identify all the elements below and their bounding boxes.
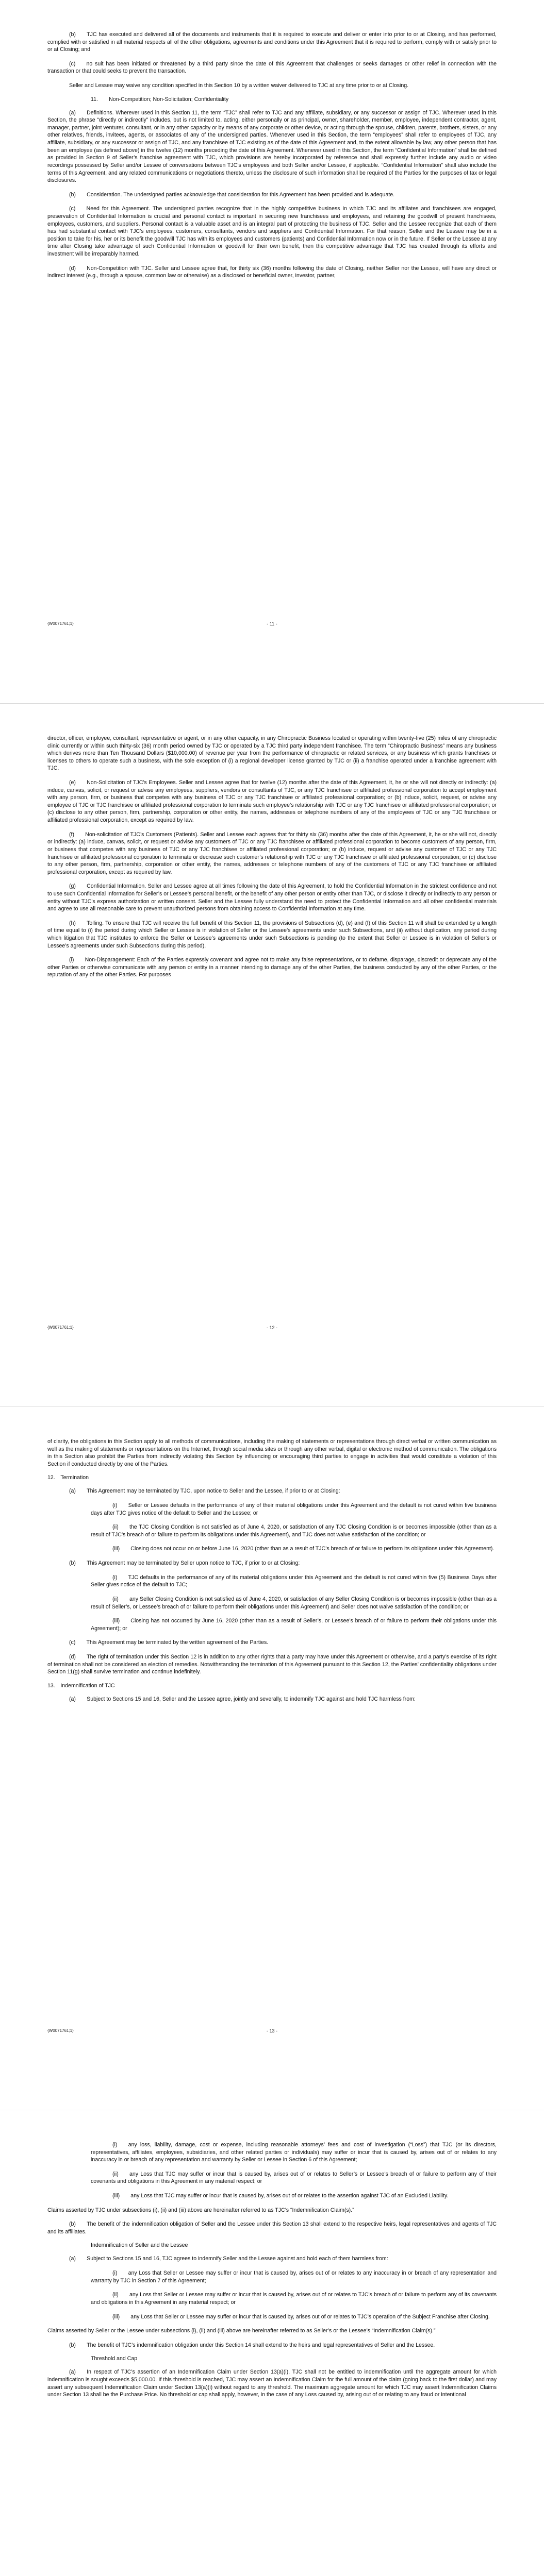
paragraph: (a) Definitions. Wherever used in this Section 11, the term “TJC” shall refer to TJC and any affiliate, subsidiary, or any successor or assign of TJC. Wherever used in this Section, the phrase “directly or indirectly” includes, but is not limited to, acting, either personally or as principal, owner, shareholder, member, employee, independent contractor, agent, manager, partner, joint venturer, consultant, or in any other capacity or by means of any corporate or other device, or acting through the spouse, children, parents, brothers, sisters, or any other relatives, friends, invitees, agents, or associates of any of the undersigned parties. Whenever used in this Section, the term “employees” shall refer to employees of TJC, any affiliate, subsidiary, or any successor or assign of TJC, and any franchisee of TJC existing as of the date of this Agreement and, to the extent allowable by law, any other person that has been an employee (as defined above) in the twelve (12) months preceding the date of this Agreement. Whenever used in this Section, the term “Confidential Information” shall be defined as provided in Section 9 of Seller’s franchise agreement with TJC, which provisions are hereby incorporated by reference and shall expressly further include any audio or video recordings possessed by Seller and/or Lessee of conversations between TJC’s employees and both Seller and/or Lessee, if applicable. “Confidential Information” shall also include the terms of this Agreement, and any related communications or negotiations thereto, unless the disclosure of such information shall be required of the Parties for the purposes of tax or legal disclosures. [47, 109, 497, 184]
paragraph: (ii) the TJC Closing Condition is not satisfied as of June 4, 2020, or satisfaction of any TJC Closing Condition is or becomes impossible (other than as a result of TJC’s breach of or failure to perform its obligations under this Agreement), and TJC does not waive satisfaction of the condition; or [91, 1524, 497, 1538]
page-number: - 12 - [266, 1325, 277, 1330]
document-id-footer: {W0071761;1} [47, 621, 74, 626]
paragraph: (e) Non-Solicitation of TJC’s Employees. Seller and Lessee agree that for twelve (12) months after the date of this Agreement, it, he or she will not directly or indirectly: (a) induce, canvas, solicit, or request or advise any employees, suppliers, vendors or consultants of TJC, or any TJC franchisee or affiliated professional corporation to accept employment with any person, firm, or business that competes with any business of TJC or any TJC franchisee or affiliated professional corporation; or (b) induce, solicit, request, or advise any employee of TJC or TJC franchisee or affiliated professional corporation to terminate such employee’s relationship with TJC or any TJC franchisee or affiliated professional corporation; or (c) disclose to any other person, firm, partnership, corporation or other entity, the names, addresses or telephone numbers of any of the employees of TJC or any TJC franchisee or affiliated professional corporation, except as required by law. [47, 779, 497, 824]
document-id-footer: {W0071761;1} [47, 1325, 74, 1330]
paragraph: (iii) Closing does not occur on or before June 16, 2020 (other than as a result of TJC’s breach of or failure to perform its obligations under this Agreement). [112, 1546, 494, 1552]
paragraph: (i) any loss, liability, damage, cost or expense, including reasonable attorneys’ fees and cost of investigation (“Loss”) that TJC (or its directors, representatives, affiliates, employees, subsidiaries, and other related parties or individuals) may suffer or incur that is caused by, arises out of or relates to any inaccuracy in or breach of any representation and warranty by Seller or Lessee in Section 6 of this Agreement; [91, 2142, 497, 2163]
paragraph: (a) This Agreement may be terminated by TJC, upon notice to Seller and the Lessee, if prior to or at Closing: [69, 1488, 340, 1495]
paragraph: (ii) any Loss that TJC may suffer or incur that is caused by, arises out of or relates to Seller’s or Lessee’s breach of or failure to perform any of their covenants and obligations in this Agreement in any material respect; or [91, 2171, 497, 2185]
page-number: - 13 - [266, 2028, 277, 2033]
section-heading: 12. Termination [47, 1475, 89, 1481]
section-heading: Indemnification of Seller and the Lessee [91, 2242, 188, 2249]
section-heading: 13. Indemnification of TJC [47, 1682, 115, 1689]
paragraph: Claims asserted by TJC under subsections (i), (ii) and (iii) above are hereinafter referred to as TJC’s “Indemnification Claim(s).” [47, 2207, 354, 2213]
document-page [0, 1406, 544, 2110]
paragraph: (c) no suit has been initiated or threatened by a third party since the date of this Agreement that challenges or seeks damages or other relief in connection with the transaction or that could seeks to prevent the transaction. [47, 60, 497, 75]
paragraph: (iii) any Loss that Seller or Lessee may suffer or incur that is caused by, arises out of or relates to TJC’s operation of the Subject Franchise after Closing. [112, 2313, 490, 2320]
paragraph: (ii) any Seller Closing Condition is not satisfied as of June 4, 2020, or satisfaction of any Seller Closing Condition is or becomes impossible (other than as a result of Seller’s, or Lessee’s breach of or failure to perform their obligations under this Agreement) and Seller does not waive satisfaction of the condition; or [91, 1596, 497, 1610]
paragraph: (f) Non-solicitation of TJC’s Customers (Patients). Seller and Lessee each agrees that for thirty six (36) months after the date of this Agreement, it, he or she will not, directly or indirectly: (a) induce, canvas, solicit, or request or advise any customers of TJC or any TJC franchisee or affiliated professional corporation to become customers of any person, firm, or business that competes with any business of TJC or any TJC franchisee or affiliated professional corporation; or (b) induce, request or advise any customer of TJC or any TJC franchisee or affiliated professional corporation to terminate or decrease such customer’s relationship with TJC or any TJC franchisee or affiliated professional corporation; or (c) disclose to any other person, firm, partnership, corporation or other entity, the names, addresses or telephone numbers of any of the customers of TJC or any TJC franchisee or affiliated professional corporation, except as required by law. [47, 831, 497, 875]
paragraph: (b) The benefit of the indemnification obligation of Seller and the Lessee under this Section 13 shall extend to the respective heirs, legal representatives and agents of TJC and its affiliates. [47, 2221, 497, 2235]
document-id-footer: {W0071761;1} [47, 2028, 74, 2033]
paragraph: (i) TJC defaults in the performance of any of its material obligations under this Agreement and the default is not cured within five (5) Business Days after Seller gives notice of the default to TJC; [91, 1574, 497, 1588]
paragraph: (h) Tolling. To ensure that TJC will receive the full benefit of this Section 11, the provisions of Subsections (d), (e) and (f) of this Section 11 will shall be extended by a length of time equal to (i) the period during which Seller or Lessee is in violation of Seller or the Lessee’s agreements under such Subsections, and (ii) without duplication, any period during which litigation that TJC institutes to enforce the Seller or Lessee’s agreements under such Subsections is pending (to the extent that Seller or Lessee is in violation of Seller’s or Lessee’s agreements under such Subsections during this period). [47, 920, 497, 949]
paragraph: director, officer, employee, consultant, representative or agent, or in any other capacity, in any Chiropractic Business located or operating within twenty-five (25) miles of any chiropractic clinic currently or within such thirty-six (36) month period owned by TJC or operated by a TJC third party independent franchisee. The term “Chiropractic Business” means any business which derives more than Ten Thousand Dollars ($10,000.00) of revenue per year from the performance of chiropractic or related services, or any business which grants franchises or licenses to others to operate such a business, with the sole exception of (i) a regional developer license granted by TJC or (ii) a franchise operated under a franchise agreement with TJC. [47, 735, 497, 772]
paragraph: (b) TJC has executed and delivered all of the documents and instruments that it is required to execute and deliver or enter into prior to or at Closing, and has performed, complied with or satisfied in all material respects all of the other obligations, agreements and conditions under this Agreement that it is required to perform, comply with or satisfy prior to or at Closing; and [47, 31, 497, 53]
paragraph: (i) Non-Disparagement: Each of the Parties expressly covenant and agree not to make any false representations, or to defame, disparage, discredit or deprecate any of the other Parties or otherwise communicate with any person or entity in a manner intending to damage any of the other Parties, the business conducted by any of the other Parties, or the reputation of any of the other Parties. For purposes [47, 957, 497, 978]
paragraph: of clarity, the obligations in this Section apply to all methods of communications, including the making of statements or representations through direct verbal or written communication as well as the making of statements or representations on the Internet, through social media sites or through any other verbal, digital or electronic method of communication. The obligations in this Section also prohibit the Parties from indirectly violating this Section by influencing or encouraging third parties to engage in activities that would constitute a violation of this Section if conducted directly by one of the Parties. [47, 1438, 497, 1467]
paragraph: (d) The right of termination under this Section 12 is in addition to any other rights that a party may have under this Agreement or otherwise, and a party’s exercise of its right of termination shall not be considered an election of remedies. Notwithstanding the termination of this Agreement pursuant to this Section 12, the Parties’ confidentiality obligations under Section 11(g) shall survive termination and continue indefinitely. [47, 1653, 497, 1675]
paragraph: (a) Subject to Sections 15 and 16, Seller and the Lessee agree, jointly and severally, to indemnify TJC against and hold TJC harmless from: [69, 1696, 416, 1702]
paragraph: (i) Seller or Lessee defaults in the performance of any of their material obligations under this Agreement and the default is not cured within five business days after TJC gives notice of the default to Seller and the Lessee; or [91, 1502, 497, 1516]
paragraph: (g) Confidential Information. Seller and Lessee agree at all times following the date of this Agreement, to hold the Confidential Information in the strictest confidence and not to use such Confidential Information for Seller’s or Lessee’s personal benefit, or the benefit of any other person or entity other than TJC, or disclose it directly or indirectly to any person or entity without TJC’s express authorization or written consent. Seller and the Lessee fully understand the need to protect the Confidential Information and all other confidential materials and agree to use all reasonable care to prevent unauthorized persons from obtaining access to Confidential Information at any time. [47, 883, 497, 912]
paragraph: (d) Non-Competition with TJC. Seller and Lessee agree that, for thirty six (36) months following the date of Closing, neither Seller nor the Lessee, will have any direct or indirect interest (e.g., through a spouse, common law or otherwise) as a disclosed or beneficial owner, investor, partner, [47, 265, 497, 279]
paragraph: Claims asserted by Seller or the Lessee under subsections (i), (ii) and (iii) above are hereinafter referred to as Seller’s or the Lessee’s “Indemnification Claim(s).” [47, 2328, 436, 2334]
section-heading: 11. Non-Competition; Non-Solicitation; Confidentiality [91, 96, 229, 103]
paragraph: (i) any Loss that Seller or Lessee may suffer or incur that is caused by, arises out of or relates to any inaccuracy in or breach of any representation and warranty by TJC in Section 7 of this Agreement; [91, 2270, 497, 2284]
paragraph: (b) Consideration. The undersigned parties acknowledge that consideration for this Agreement has been provided and is adequate. [69, 191, 395, 198]
paragraph: (iii) Closing has not occurred by June 16, 2020 (other than as a result of Seller’s, or Lessee’s breach of or failure to perform their obligations under this Agreement); or [91, 1618, 497, 1632]
paragraph: (ii) any Loss that Seller or Lessee may suffer or incur that is caused by, arises out of or relates to TJC’s breach of or failure to perform any of its covenants and obligations in this Agreement in any material respect; or [91, 2292, 497, 2306]
paragraph: (c) This Agreement may be terminated by the written agreement of the Parties. [69, 1639, 269, 1646]
document-page [0, 2110, 544, 2576]
paragraph: (a) In respect of TJC’s assertion of an Indemnification Claim under Section 13(a)(i), TJC shall not be entitled to indemnification until the aggregate amount for which indemnification is sought exceeds $5,000.00. If this threshold is reached, TJC may assert an Indemnification Claim for the full amount of the claim (going back to the first dollar) and may assert any subsequent Indemnification Claim under Section 13(a)(i) without regard to any threshold. The maximum aggregate amount for which TJC may assert Indemnification Claims under Section 13 shall be the Purchase Price. No threshold or cap shall apply, however, in the case of any Loss caused by, arising out of or relating to any fraud or intentional [47, 2369, 497, 2398]
document-page [0, 703, 544, 1406]
paragraph: (iii) any Loss that TJC may suffer or incur that is caused by, arises out of or relates to the assertion against TJC of an Excluded Liability. [112, 2193, 449, 2199]
page-number: - 11 - [267, 621, 277, 626]
section-heading: Threshold and Cap [91, 2355, 138, 2362]
paragraph: (b) The benefit of TJC’s indemnification obligation under this Section 14 shall extend to the heirs and legal representatives of Seller and the Lessee. [69, 2342, 435, 2348]
paragraph: (c) Need for this Agreement. The undersigned parties recognize that in the highly competitive business in which TJC and its affiliates and franchisees are engaged, preservation of Confidential Information is crucial and personal contact is important in securing new franchisees and employees, and retaining the goodwill of present franchisees, employees, customers, and suppliers. Personal contact is a valuable asset and is an integral part of protecting the business of TJC. Seller and the Lessee recognize that each of them has had substantial contact with TJC’s employees, customers, consultants, vendors and suppliers and Confidential Information. For that reason, Seller and the Lessee may be in a position to take for his, her or its benefit the goodwill TJC has with its employees and customers (patients) and Confidential Information now or in the future. If Seller or the Lessee at any time after Closing take advantage of such Confidential Information or goodwill for their own benefit, then the competitive advantage that TJC has created through its efforts and investment will be irreparably harmed. [47, 206, 497, 258]
document-page [0, 0, 544, 703]
paragraph: Seller and Lessee may waive any condition specified in this Section 10 by a written waiver delivered to TJC at any time prior to or at Closing. [69, 82, 409, 89]
paragraph: (a) Subject to Sections 15 and 16, TJC agrees to indemnify Seller and the Lessee against and hold each of them harmless from: [69, 2256, 388, 2262]
paragraph: (b) This Agreement may be terminated by Seller upon notice to TJC, if prior to or at Closing: [69, 1560, 300, 1567]
